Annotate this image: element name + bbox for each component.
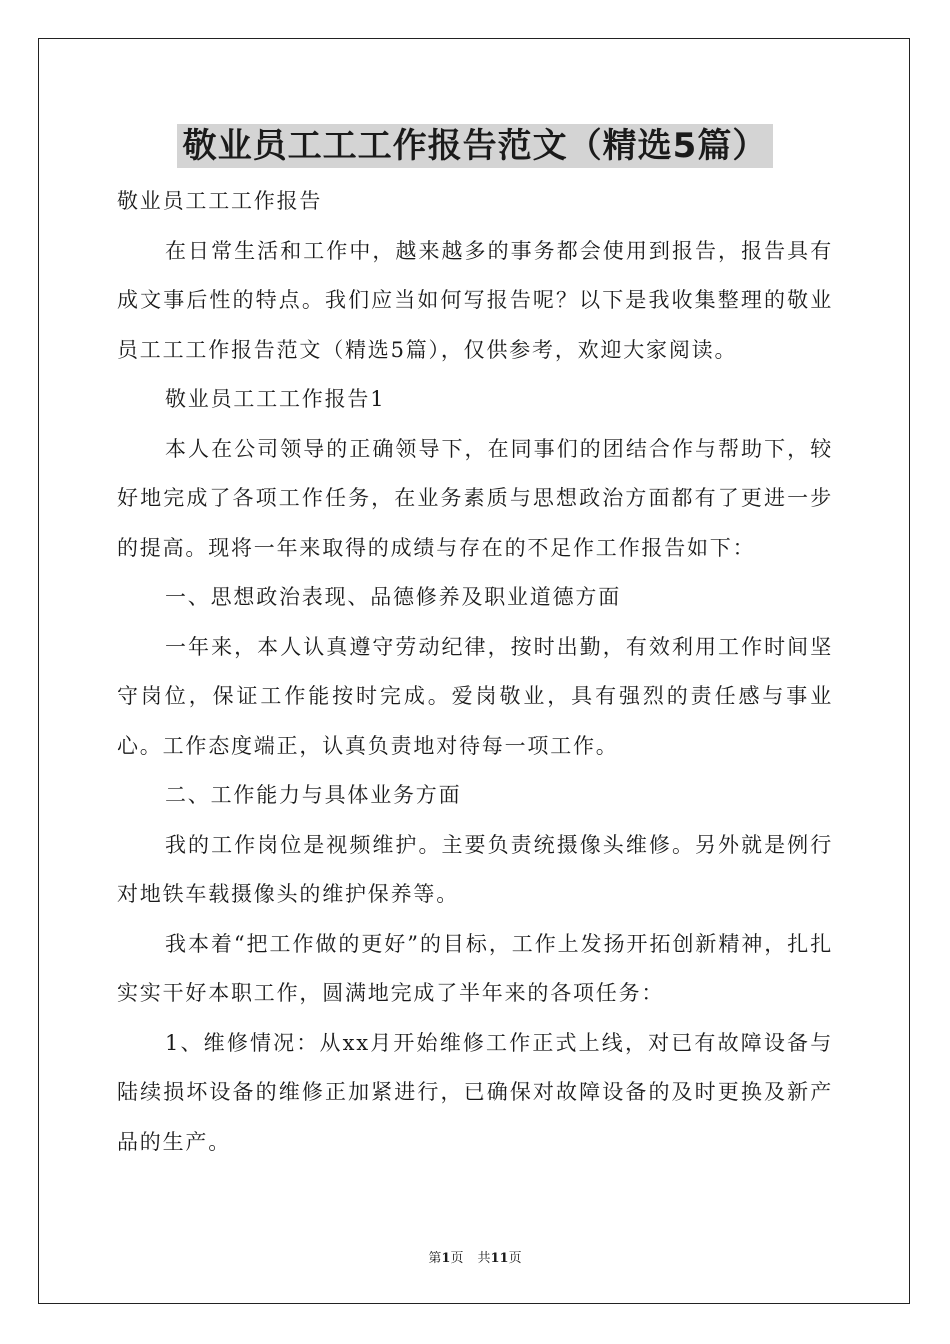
section-heading: 一、思想政治表现、品德修养及职业道德方面 (165, 585, 621, 609)
document-title: 敬业员工工工作报告范文（精选5篇） (177, 124, 774, 168)
paragraph: 敬业员工工工作报告 (117, 189, 323, 213)
page-footer (0, 1247, 950, 1266)
paragraph: 我本着“把工作做的更好”的目标，工作上发扬开拓创新精神，扎扎实实干好本职工作，圆满地完成了半年来的各项任务： (117, 931, 833, 1005)
title-container (0, 124, 950, 168)
total-pages: 11 (490, 1251, 509, 1266)
section-heading: 二、工作能力与具体业务方面 (165, 783, 462, 807)
total-prefix: 共 (477, 1251, 491, 1266)
paragraph: 一年来，本人认真遵守劳动纪律，按时出勤，有效利用工作时间坚守岗位，保证工作能按时完成。爱岗敬业，具有强烈的责任感与事业心。工作态度端正，认真负责地对待每一项工作。 (117, 634, 833, 758)
paragraph: 本人在公司领导的正确领导下，在同事们的团结合作与帮助下，较好地完成了各项工作任务，在业务素质与思想政治方面都有了更进一步的提高。现将一年来取得的成绩与存在的不足作工作报告如下： (117, 436, 833, 560)
page-prefix: 第 (428, 1251, 442, 1266)
paragraph: 1、维修情况：从xx月开始维修工作正式上线，对已有故障设备与陆续损坏设备的维修正加紧进行，已确保对故障设备的及时更换及新产品的生产。 (117, 1030, 833, 1154)
total-suffix: 页 (508, 1251, 522, 1266)
page-suffix: 页 (450, 1251, 464, 1266)
paragraph: 在日常生活和工作中，越来越多的事务都会使用到报告，报告具有成文事后性的特点。我们应当如何写报告呢？以下是我收集整理的敬业员工工工作报告范文（精选5篇），仅供参考，欢迎大家阅读。 (117, 238, 833, 362)
document-body (117, 177, 833, 1167)
page-number: 1 (441, 1251, 451, 1266)
paragraph: 我的工作岗位是视频维护。主要负责统摄像头维修。另外就是例行对地铁车载摄像头的维护保养等。 (117, 832, 833, 906)
paragraph: 敬业员工工工作报告1 (165, 387, 386, 411)
